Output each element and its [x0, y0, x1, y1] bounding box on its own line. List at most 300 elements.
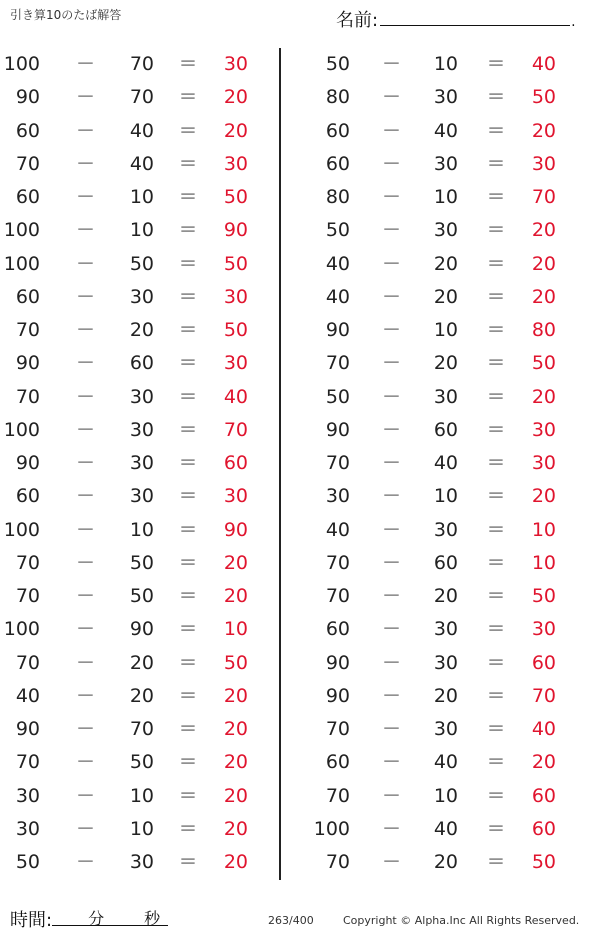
minuend: 90: [325, 319, 350, 341]
problem-row: [310, 347, 570, 380]
equals-sign: ＝: [178, 219, 198, 242]
equals-sign: ＝: [178, 352, 198, 375]
problem-row: [310, 580, 570, 613]
equals-sign: ＝: [486, 119, 506, 142]
problem-row: [310, 613, 570, 646]
minuend: 70: [15, 585, 40, 607]
copyright-notice: Copyright © Alpha.Inc All Rights Reserved.: [343, 914, 580, 927]
answer: 20: [223, 119, 248, 142]
minuend: 40: [325, 285, 350, 308]
problem-row: [310, 780, 570, 813]
subtrahend: 20: [129, 651, 154, 674]
answer: 50: [223, 186, 248, 208]
equals-sign: ＝: [486, 518, 506, 541]
minus-sign: －: [382, 53, 402, 75]
equals-sign: ＝: [486, 618, 506, 641]
minus-sign: －: [76, 784, 96, 807]
equals-sign: ＝: [178, 186, 198, 208]
answer: 50: [531, 851, 556, 873]
answer: 40: [531, 718, 556, 740]
minus-sign: －: [76, 186, 96, 208]
minus-sign: －: [76, 618, 96, 641]
problem-row: [0, 48, 260, 81]
minus-sign: －: [382, 352, 402, 375]
answer: 10: [531, 551, 556, 574]
equals-sign: ＝: [178, 817, 198, 840]
minus-sign: －: [76, 53, 96, 75]
subtrahend: 50: [129, 751, 154, 774]
minuend: 70: [325, 784, 350, 807]
equals-sign: ＝: [486, 651, 506, 674]
problem-row: [0, 680, 260, 713]
subtrahend: 40: [129, 119, 154, 142]
minus-sign: －: [382, 418, 402, 441]
minuend: 60: [15, 186, 40, 208]
answer: 30: [531, 452, 556, 474]
subtrahend: 30: [433, 219, 458, 242]
equals-sign: ＝: [486, 285, 506, 308]
subtrahend: 10: [433, 784, 458, 807]
minuend: 50: [325, 219, 350, 242]
equals-sign: ＝: [178, 784, 198, 807]
subtrahend: 30: [433, 618, 458, 641]
problem-row: [0, 480, 260, 513]
equals-sign: ＝: [178, 319, 198, 341]
subtrahend: 20: [129, 319, 154, 341]
minuend: 100: [313, 817, 350, 840]
problem-row: [310, 115, 570, 148]
answer: 20: [531, 751, 556, 774]
subtrahend: 10: [433, 186, 458, 208]
answer: 20: [223, 851, 248, 873]
equals-sign: ＝: [178, 651, 198, 674]
subtrahend: 30: [433, 385, 458, 408]
minuend: 70: [15, 651, 40, 674]
minus-sign: －: [382, 485, 402, 508]
minutes-label: 分: [88, 909, 105, 928]
subtrahend: 10: [433, 485, 458, 508]
answer: 70: [531, 684, 556, 707]
problem-row: [310, 148, 570, 181]
minus-sign: －: [382, 119, 402, 142]
answer: 50: [531, 352, 556, 375]
minus-sign: －: [382, 285, 402, 308]
answer: 20: [531, 385, 556, 408]
problem-row: [0, 580, 260, 613]
subtrahend: 30: [129, 385, 154, 408]
minuend: 30: [15, 817, 40, 840]
minus-sign: －: [76, 285, 96, 308]
equals-sign: ＝: [486, 784, 506, 807]
answer: 40: [223, 385, 248, 408]
minus-sign: －: [382, 684, 402, 707]
minuend: 70: [325, 718, 350, 740]
answer: 20: [223, 551, 248, 574]
answer: 50: [531, 585, 556, 607]
minuend: 40: [15, 684, 40, 707]
equals-sign: ＝: [486, 718, 506, 740]
subtrahend: 30: [129, 452, 154, 474]
minus-sign: －: [76, 651, 96, 674]
answer: 80: [531, 319, 556, 341]
problem-row: [0, 414, 260, 447]
minuend: 90: [15, 352, 40, 375]
answer: 10: [531, 518, 556, 541]
problem-row: [0, 214, 260, 247]
subtrahend: 20: [433, 252, 458, 275]
answer: 20: [531, 252, 556, 275]
equals-sign: ＝: [178, 518, 198, 541]
equals-sign: ＝: [178, 86, 198, 109]
minus-sign: －: [382, 385, 402, 408]
answer: 20: [223, 718, 248, 740]
equals-sign: ＝: [178, 751, 198, 774]
minus-sign: －: [76, 684, 96, 707]
minus-sign: －: [382, 452, 402, 474]
subtrahend: 60: [129, 352, 154, 375]
subtrahend: 40: [433, 751, 458, 774]
subtrahend: 30: [129, 851, 154, 873]
minuend: 80: [325, 86, 350, 109]
subtrahend: 60: [433, 418, 458, 441]
problem-row: [0, 613, 260, 646]
minuend: 90: [325, 418, 350, 441]
equals-sign: ＝: [178, 285, 198, 308]
time-field: [10, 906, 168, 932]
minuend: 100: [3, 618, 40, 641]
subtrahend: 50: [129, 585, 154, 607]
subtrahend: 70: [129, 718, 154, 740]
subtrahend: 30: [129, 485, 154, 508]
problem-row: [0, 281, 260, 314]
problem-row: [310, 281, 570, 314]
equals-sign: ＝: [178, 53, 198, 75]
minus-sign: －: [76, 851, 96, 873]
answer: 60: [531, 784, 556, 807]
answer: 20: [223, 817, 248, 840]
problem-row: [0, 314, 260, 347]
minus-sign: －: [76, 585, 96, 607]
subtrahend: 70: [129, 86, 154, 109]
equals-sign: ＝: [178, 152, 198, 175]
minus-sign: －: [382, 86, 402, 109]
problem-row: [0, 746, 260, 779]
minuend: 70: [325, 452, 350, 474]
equals-sign: ＝: [486, 252, 506, 275]
problem-row: [0, 248, 260, 281]
subtrahend: 10: [433, 319, 458, 341]
minus-sign: －: [76, 86, 96, 109]
answer: 20: [223, 585, 248, 607]
subtrahend: 40: [433, 452, 458, 474]
equals-sign: ＝: [486, 352, 506, 375]
minuend: 70: [325, 585, 350, 607]
equals-sign: ＝: [178, 684, 198, 707]
subtrahend: 10: [129, 219, 154, 242]
answer: 20: [531, 285, 556, 308]
answer: 20: [531, 219, 556, 242]
time-label: 時間:: [10, 910, 53, 931]
minus-sign: －: [382, 518, 402, 541]
minuend: 90: [15, 718, 40, 740]
problem-row: [310, 214, 570, 247]
equals-sign: ＝: [486, 485, 506, 508]
problem-row: [310, 48, 570, 81]
problem-row: [310, 414, 570, 447]
minus-sign: －: [382, 618, 402, 641]
equals-sign: ＝: [486, 684, 506, 707]
minus-sign: －: [382, 851, 402, 873]
equals-sign: ＝: [178, 851, 198, 873]
subtrahend: 40: [129, 152, 154, 175]
answer: 50: [531, 86, 556, 109]
problem-row: [310, 713, 570, 746]
problem-row: [310, 547, 570, 580]
minuend: 50: [15, 851, 40, 873]
equals-sign: ＝: [486, 385, 506, 408]
minuend: 100: [3, 418, 40, 441]
answer: 30: [531, 618, 556, 641]
subtrahend: 10: [129, 186, 154, 208]
subtrahend: 30: [433, 651, 458, 674]
equals-sign: ＝: [178, 585, 198, 607]
problem-row: [0, 780, 260, 813]
minus-sign: －: [76, 319, 96, 341]
subtrahend: 20: [433, 851, 458, 873]
subtrahend: 30: [129, 285, 154, 308]
page-number: 263/400: [268, 914, 314, 927]
problem-row: [310, 480, 570, 513]
minuend: 60: [325, 152, 350, 175]
minuend: 70: [15, 385, 40, 408]
minuend: 60: [325, 119, 350, 142]
problem-row: [0, 514, 260, 547]
answer: 20: [223, 684, 248, 707]
subtrahend: 50: [129, 252, 154, 275]
equals-sign: ＝: [178, 618, 198, 641]
subtrahend: 60: [433, 551, 458, 574]
minus-sign: －: [76, 551, 96, 574]
minuend: 90: [325, 684, 350, 707]
minuend: 60: [15, 285, 40, 308]
minuend: 40: [325, 518, 350, 541]
problem-row: [0, 347, 260, 380]
problem-row: [310, 846, 570, 879]
subtrahend: 30: [433, 718, 458, 740]
minus-sign: －: [76, 718, 96, 740]
minuend: 80: [325, 186, 350, 208]
subtrahend: 20: [129, 684, 154, 707]
equals-sign: ＝: [486, 152, 506, 175]
minus-sign: －: [76, 817, 96, 840]
name-label: 名前:: [336, 10, 379, 31]
minuend: 70: [15, 551, 40, 574]
minus-sign: －: [76, 751, 96, 774]
subtrahend: 20: [433, 285, 458, 308]
minuend: 100: [3, 53, 40, 75]
minus-sign: －: [76, 418, 96, 441]
minuend: 100: [3, 518, 40, 541]
answer: 30: [531, 418, 556, 441]
answer: 20: [223, 86, 248, 109]
subtrahend: 30: [129, 418, 154, 441]
answer: 20: [531, 485, 556, 508]
subtrahend: 20: [433, 684, 458, 707]
minus-sign: －: [76, 452, 96, 474]
minus-sign: －: [76, 485, 96, 508]
minuend: 70: [15, 751, 40, 774]
left-problem-column: [0, 48, 260, 879]
minus-sign: －: [382, 186, 402, 208]
subtrahend: 40: [433, 817, 458, 840]
minuend: 90: [15, 452, 40, 474]
problem-row: [310, 248, 570, 281]
minus-sign: －: [382, 784, 402, 807]
problem-row: [0, 447, 260, 480]
problem-row: [0, 181, 260, 214]
minuend: 70: [325, 352, 350, 375]
problem-row: [0, 813, 260, 846]
equals-sign: ＝: [486, 585, 506, 607]
answer: 30: [223, 152, 248, 175]
problem-row: [310, 381, 570, 414]
right-problem-column: [310, 48, 570, 879]
problem-row: [0, 713, 260, 746]
problem-row: [310, 647, 570, 680]
subtrahend: 10: [129, 518, 154, 541]
problem-row: [0, 647, 260, 680]
problem-row: [310, 514, 570, 547]
subtrahend: 30: [433, 518, 458, 541]
equals-sign: ＝: [486, 186, 506, 208]
equals-sign: ＝: [486, 817, 506, 840]
equals-sign: ＝: [178, 385, 198, 408]
answer: 60: [223, 452, 248, 474]
problem-row: [0, 846, 260, 879]
minus-sign: －: [382, 551, 402, 574]
answer: 60: [531, 817, 556, 840]
minus-sign: －: [382, 152, 402, 175]
time-blank-line[interactable]: [52, 907, 168, 926]
answer: 20: [531, 119, 556, 142]
answer: 50: [223, 252, 248, 275]
answer: 20: [223, 784, 248, 807]
minuend: 90: [325, 651, 350, 674]
minuend: 60: [325, 618, 350, 641]
problem-row: [0, 381, 260, 414]
minuend: 70: [15, 152, 40, 175]
worksheet-title: 引き算10のたば解答: [10, 8, 122, 22]
subtrahend: 90: [129, 618, 154, 641]
minus-sign: －: [76, 385, 96, 408]
answer: 60: [531, 651, 556, 674]
subtrahend: 30: [433, 86, 458, 109]
minus-sign: －: [382, 751, 402, 774]
answer: 10: [223, 618, 248, 641]
problem-row: [310, 447, 570, 480]
minuend: 30: [325, 485, 350, 508]
answer: 30: [223, 53, 248, 75]
minus-sign: －: [76, 119, 96, 142]
answer: 90: [223, 219, 248, 242]
minus-sign: －: [382, 651, 402, 674]
minuend: 70: [15, 319, 40, 341]
name-field: [336, 6, 576, 32]
equals-sign: ＝: [486, 851, 506, 873]
problem-row: [310, 680, 570, 713]
minus-sign: －: [76, 518, 96, 541]
problem-row: [0, 148, 260, 181]
problem-row: [0, 547, 260, 580]
answer: 40: [531, 53, 556, 75]
minuend: 90: [15, 86, 40, 109]
equals-sign: ＝: [486, 53, 506, 75]
answer: 90: [223, 518, 248, 541]
minuend: 100: [3, 219, 40, 242]
subtrahend: 40: [433, 119, 458, 142]
minuend: 100: [3, 252, 40, 275]
equals-sign: ＝: [486, 418, 506, 441]
name-blank-line[interactable]: [380, 9, 570, 26]
minuend: 50: [325, 385, 350, 408]
subtrahend: 10: [433, 53, 458, 75]
answer: 50: [223, 319, 248, 341]
minus-sign: －: [382, 718, 402, 740]
minus-sign: －: [76, 152, 96, 175]
equals-sign: ＝: [178, 551, 198, 574]
answer: 30: [531, 152, 556, 175]
subtrahend: 30: [433, 152, 458, 175]
subtrahend: 50: [129, 551, 154, 574]
answer: 30: [223, 352, 248, 375]
minuend: 60: [325, 751, 350, 774]
subtrahend: 70: [129, 53, 154, 75]
equals-sign: ＝: [486, 86, 506, 109]
minus-sign: －: [382, 585, 402, 607]
minus-sign: －: [76, 219, 96, 242]
answer: 70: [531, 186, 556, 208]
minuend: 40: [325, 252, 350, 275]
seconds-label: 秒: [144, 909, 161, 928]
minuend: 50: [325, 53, 350, 75]
minus-sign: －: [76, 352, 96, 375]
minuend: 70: [325, 851, 350, 873]
column-divider: [279, 48, 281, 880]
problem-row: [310, 813, 570, 846]
minuend: 30: [15, 784, 40, 807]
equals-sign: ＝: [486, 551, 506, 574]
answer: 20: [223, 751, 248, 774]
subtrahend: 20: [433, 352, 458, 375]
equals-sign: ＝: [486, 219, 506, 242]
answer: 30: [223, 285, 248, 308]
subtrahend: 10: [129, 784, 154, 807]
answer: 50: [223, 651, 248, 674]
minus-sign: －: [76, 252, 96, 275]
equals-sign: ＝: [486, 751, 506, 774]
name-end-dot: .: [571, 14, 576, 30]
answer: 70: [223, 418, 248, 441]
minuend: 70: [325, 551, 350, 574]
problem-row: [310, 746, 570, 779]
minus-sign: －: [382, 319, 402, 341]
subtrahend: 20: [433, 585, 458, 607]
minus-sign: －: [382, 817, 402, 840]
problem-row: [0, 115, 260, 148]
problem-row: [0, 81, 260, 114]
equals-sign: ＝: [178, 418, 198, 441]
problem-row: [310, 314, 570, 347]
